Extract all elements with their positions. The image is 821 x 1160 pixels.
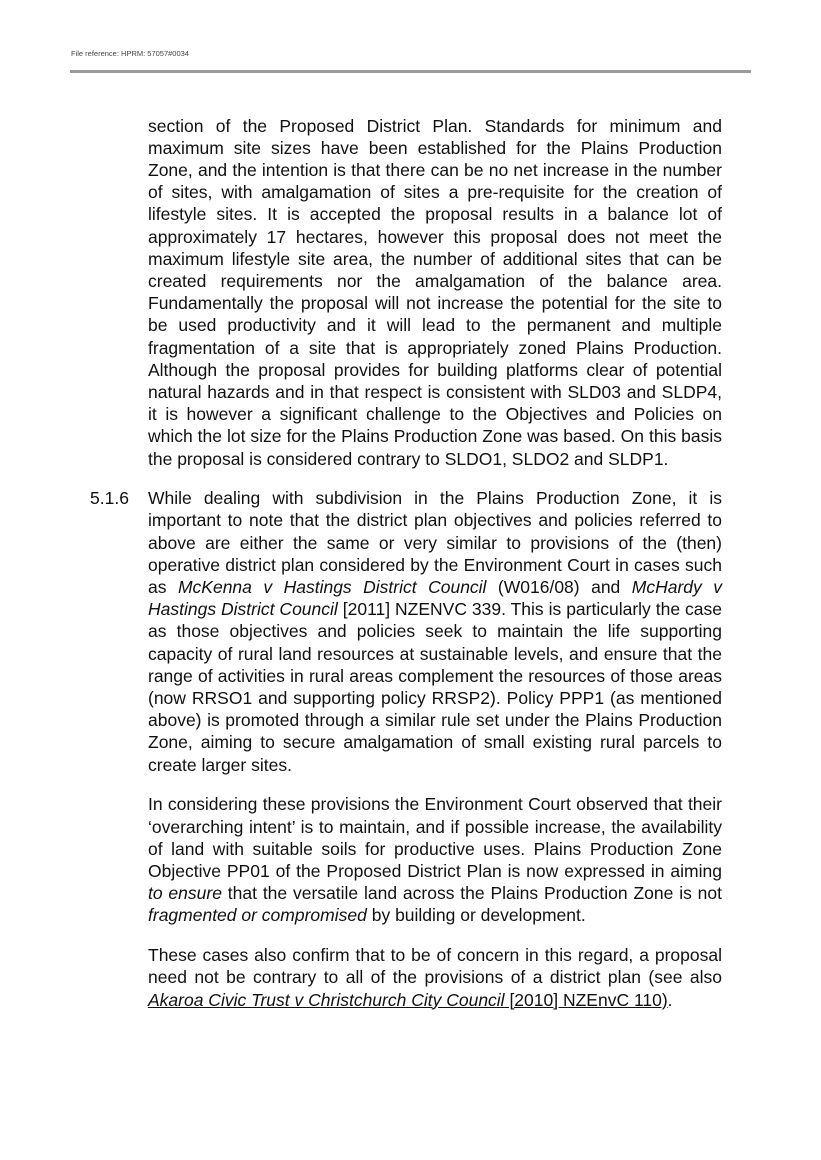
text-run: These cases also confirm that to be of concern in this regard, a proposal need not be contrary to all of the provisions of a district plan (see also xyxy=(148,945,722,988)
text-run: (W016/08) and xyxy=(486,577,632,598)
text-run: [2010] NZEnvC 110) xyxy=(504,989,668,1010)
paragraph xyxy=(148,115,722,470)
text-run: . xyxy=(667,989,673,1010)
paragraph xyxy=(148,944,722,1011)
text-run: section of the Proposed District Plan. Standards for minimum and maximum site sizes have been established for the Plains Production Zone, and the intention is that there can be no net increase in the number of sites, with amalgamation of sites a pre-requisite for the creation of lifestyle sites. It is accepted the proposal results in a balance lot of approximately 17 hectares, however this proposal does not meet the maximum lifestyle site area, the number of additional sites that can be created requirements nor the amalgamation of the balance area. Fundamentally the proposal will not increase the potential for the site to be used productivity and it will lead to the permanent and multiple fragmentation of a site that is appropriately zoned Plains Production. Although the proposal provides for building platforms clear of potential natural hazards and in that respect is consistent with SLD03 and SLDP4, it is however a significant challenge to the Objectives and Policies on which the lot size for the Plains Production Zone was based. On this basis the proposal is considered contrary to SLDO1, SLDO2 and SLDP1. xyxy=(148,115,722,469)
header-divider xyxy=(70,70,751,73)
text-run: In considering these provisions the Environment Court observed that their ‘overarching intent’ is to maintain, and if possible increase, the availability of land with suitable soils for productive uses. Plains Production Zone Objective PP01 of the Proposed District Plan is now expressed in aiming xyxy=(148,794,722,881)
paragraph-number: 5.1.6 xyxy=(90,488,129,509)
text-run: McHardy v Hastings District Council xyxy=(148,577,722,620)
document-body xyxy=(0,97,821,1028)
text-run: McKenna v Hastings District Council xyxy=(177,577,487,598)
paragraph-5-1-6 xyxy=(90,487,722,776)
text-run: that the versatile land across the Plains Production Zone is not xyxy=(221,883,722,904)
text-run: While dealing with subdivision in the Plains Production Zone, it is important to note that the district plan objectives and policies referred to above are either the same or very similar to provisions of the (then) operative district plan considered by the Environment Court in cases such as xyxy=(148,488,722,598)
paragraph xyxy=(148,793,722,926)
text-run: Akaroa Civic Trust v Christchurch City Council xyxy=(148,989,505,1010)
text-run: to ensure xyxy=(148,883,222,904)
text-run: by building or development. xyxy=(366,905,586,926)
text-run: [2011] NZENVC 339. This is particularly the case as those objectives and policies seek to maintain the life supporting capacity of rural land resources at sustainable levels, and ensure that the range of activities in rural areas complement the resources of those areas (now RRSO1 and supporting policy RRSP2). Policy PPP1 (as mentioned above) is promoted through a similar rule set under the Plains Production Zone, aiming to secure amalgamation of small existing rural parcels to create larger sites. xyxy=(148,599,722,775)
text-run: fragmented or compromised xyxy=(148,905,367,926)
file-reference: File reference: HPRM: 57057#0034 xyxy=(71,49,189,58)
